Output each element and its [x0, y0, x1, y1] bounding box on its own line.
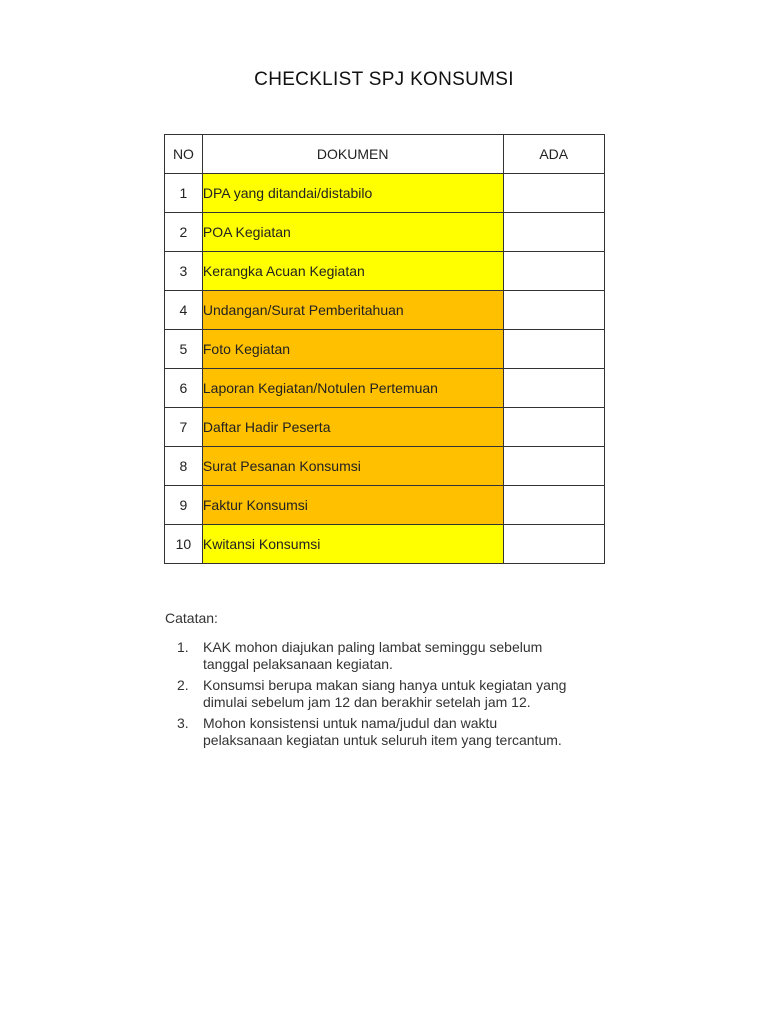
ada-checkbox-cell[interactable]: [503, 408, 605, 447]
note-text: KAK mohon diajukan paling lambat seminggu sebelum tanggal pelaksanaan kegiatan.: [203, 639, 543, 672]
ada-checkbox-cell[interactable]: [503, 291, 605, 330]
header-dokumen: DOKUMEN: [202, 135, 503, 174]
checklist-body: [165, 174, 605, 564]
row-number: 5: [165, 330, 203, 369]
document-name: POA Kegiatan: [202, 213, 503, 252]
note-number: 2.: [177, 677, 189, 693]
document-name: Daftar Hadir Peserta: [202, 408, 503, 447]
note-number: 3.: [177, 715, 189, 731]
note-text: Mohon konsistensi untuk nama/judul dan waktu pelaksanaan kegiatan untuk seluruh item yang tercantum.: [203, 715, 562, 748]
table-row: [165, 369, 605, 408]
row-number: 1: [165, 174, 203, 213]
table-row: [165, 291, 605, 330]
checklist-table: [164, 134, 605, 564]
row-number: 4: [165, 291, 203, 330]
table-row: [165, 447, 605, 486]
ada-checkbox-cell[interactable]: [503, 525, 605, 564]
notes-list: [165, 639, 605, 753]
note-number: 1.: [177, 639, 189, 655]
table-row: [165, 408, 605, 447]
notes-label: Catatan:: [165, 610, 218, 626]
ada-checkbox-cell[interactable]: [503, 330, 605, 369]
table-row: [165, 213, 605, 252]
table-row: [165, 486, 605, 525]
table-header-row: [165, 135, 605, 174]
document-name: Surat Pesanan Konsumsi: [202, 447, 503, 486]
ada-checkbox-cell[interactable]: [503, 447, 605, 486]
document-name: Kerangka Acuan Kegiatan: [202, 252, 503, 291]
note-item: [165, 715, 605, 749]
document-name: Kwitansi Konsumsi: [202, 525, 503, 564]
row-number: 2: [165, 213, 203, 252]
ada-checkbox-cell[interactable]: [503, 486, 605, 525]
header-ada: ADA: [503, 135, 605, 174]
ada-checkbox-cell[interactable]: [503, 252, 605, 291]
table-row: [165, 174, 605, 213]
document-name: DPA yang ditandai/distabilo: [202, 174, 503, 213]
document-name: Laporan Kegiatan/Notulen Pertemuan: [202, 369, 503, 408]
document-name: Undangan/Surat Pemberitahuan: [202, 291, 503, 330]
header-no: NO: [165, 135, 203, 174]
row-number: 3: [165, 252, 203, 291]
page-title: CHECKLIST SPJ KONSUMSI: [254, 69, 514, 90]
row-number: 8: [165, 447, 203, 486]
row-number: 7: [165, 408, 203, 447]
document-name: Faktur Konsumsi: [202, 486, 503, 525]
ada-checkbox-cell[interactable]: [503, 174, 605, 213]
row-number: 6: [165, 369, 203, 408]
note-item: [165, 639, 605, 673]
document-name: Foto Kegiatan: [202, 330, 503, 369]
ada-checkbox-cell[interactable]: [503, 213, 605, 252]
table-row: [165, 252, 605, 291]
table-row: [165, 525, 605, 564]
ada-checkbox-cell[interactable]: [503, 369, 605, 408]
row-number: 10: [165, 525, 203, 564]
row-number: 9: [165, 486, 203, 525]
note-item: [165, 677, 605, 711]
note-text: Konsumsi berupa makan siang hanya untuk kegiatan yang dimulai sebelum jam 12 dan berakhir setelah jam 12.: [203, 677, 567, 710]
table-row: [165, 330, 605, 369]
